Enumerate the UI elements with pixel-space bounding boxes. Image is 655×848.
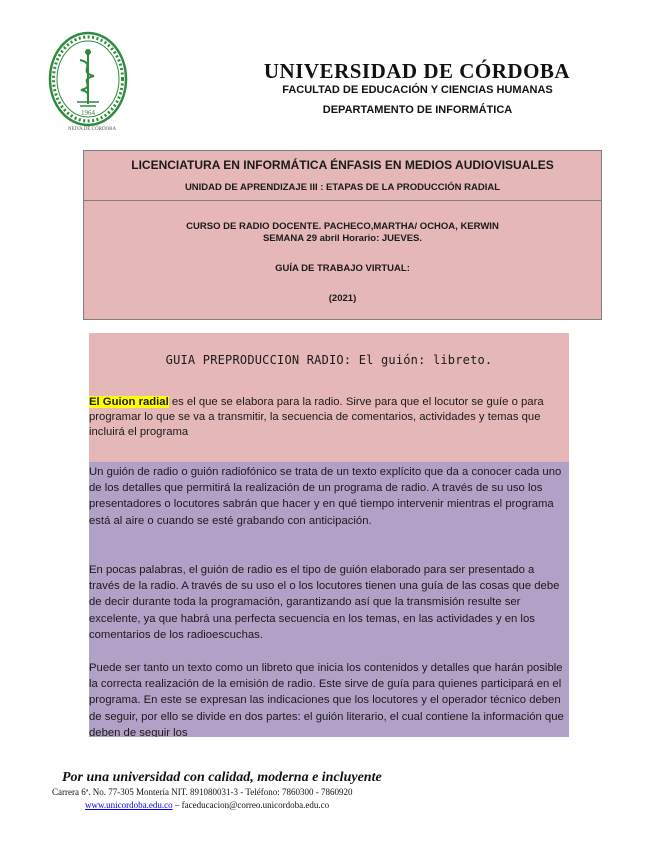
highlighted-term: El Guion radial [89, 396, 169, 408]
intro-text: es el que se elabora para la radio. Sirve para que el locutor se guíe o para programar lo que se va a transmitir, la secuencia de comentarios, actividades y temas que incluirá el programa [89, 396, 544, 438]
footer-address: Carrera 6ª. No. 77-305 Montería NIT. 891080031-3 - Teléfono: 7860300 - 7860920 [52, 787, 353, 797]
guide-label: GUÍA DE TRABAJO VIRTUAL: [275, 263, 410, 274]
paragraph-3: Puede ser tanto un texto como un libreto que inicia los contenidos y detalles que harán posible la correcta realización de la emisión de radio. Este sirve de guía para quienes participará en el programa. En este se expresan las indicaciones que los locutores y el operador técnico deben de seguir, por ello se divide en dos partes: el guión literario, el cual contiene la información que deben de seguir los [89, 662, 564, 737]
body-section [89, 462, 569, 737]
paragraph-1: Un guión de radio o guión radiofónico se trata de un texto explícito que da a conocer cada uno de los detalles que permitirá la realización de un programa de radio. A través de su uso los presentadores o locutores sabrán que hacer y en qué tiempo intervenir mientras el programa está al aire o cuando se esté grabando con anticipación. [89, 466, 562, 527]
year-label: (2021) [328, 293, 357, 304]
university-seal-logo [47, 30, 129, 128]
faculty-name: FACULTAD DE EDUCACIÓN Y CIENCIAS HUMANAS [282, 84, 553, 96]
logo-caption: NEIVA DE CÓRDOBA [67, 127, 117, 132]
footer-slogan: Por una universidad con calidad, moderna e incluyente [62, 770, 382, 785]
course-box [83, 200, 602, 320]
website-link[interactable]: www.unicordoba.edu.co [85, 800, 173, 810]
unit-title: UNIDAD DE APRENDIZAJE III : ETAPAS DE LA PRODUCCIÓN RADIAL [184, 182, 501, 193]
intro-section [89, 333, 569, 462]
guide-heading: GUIA PREPRODUCCION RADIO: El guión: libreto. [165, 353, 493, 367]
department-name: DEPARTAMENTO DE INFORMÁTICA [322, 104, 513, 116]
course-line-2: SEMANA 29 abril Horario: JUEVES. [262, 233, 423, 244]
email-text: – faceducacion@correo.unicordoba.edu.co [172, 800, 330, 810]
intro-paragraph [89, 395, 564, 440]
footer-contact [85, 800, 329, 810]
svg-text:1964: 1964 [81, 109, 95, 117]
paragraph-2: En pocas palabras, el guión de radio es el tipo de guión elaborado para ser presentado a través de la radio. A través de su uso el o los locutores tienen una guía de las cosas que debe de decir durante toda la programación, garantizando así que la transmisión resulte ser excelente, ya que habrá una perfecta secuencia en los temas, en las actividades y en los comentarios de los radioescuchas. [89, 564, 560, 641]
program-box [83, 150, 602, 200]
program-title: LICENCIATURA EN INFORMÁTICA ÉNFASIS EN MEDIOS AUDIOVISUALES [131, 158, 554, 172]
course-line-1: CURSO DE RADIO DOCENTE. PACHECO,MARTHA/ OCHOA, KERWIN [186, 221, 499, 232]
university-name: UNIVERSIDAD DE CÓRDOBA [263, 59, 571, 83]
